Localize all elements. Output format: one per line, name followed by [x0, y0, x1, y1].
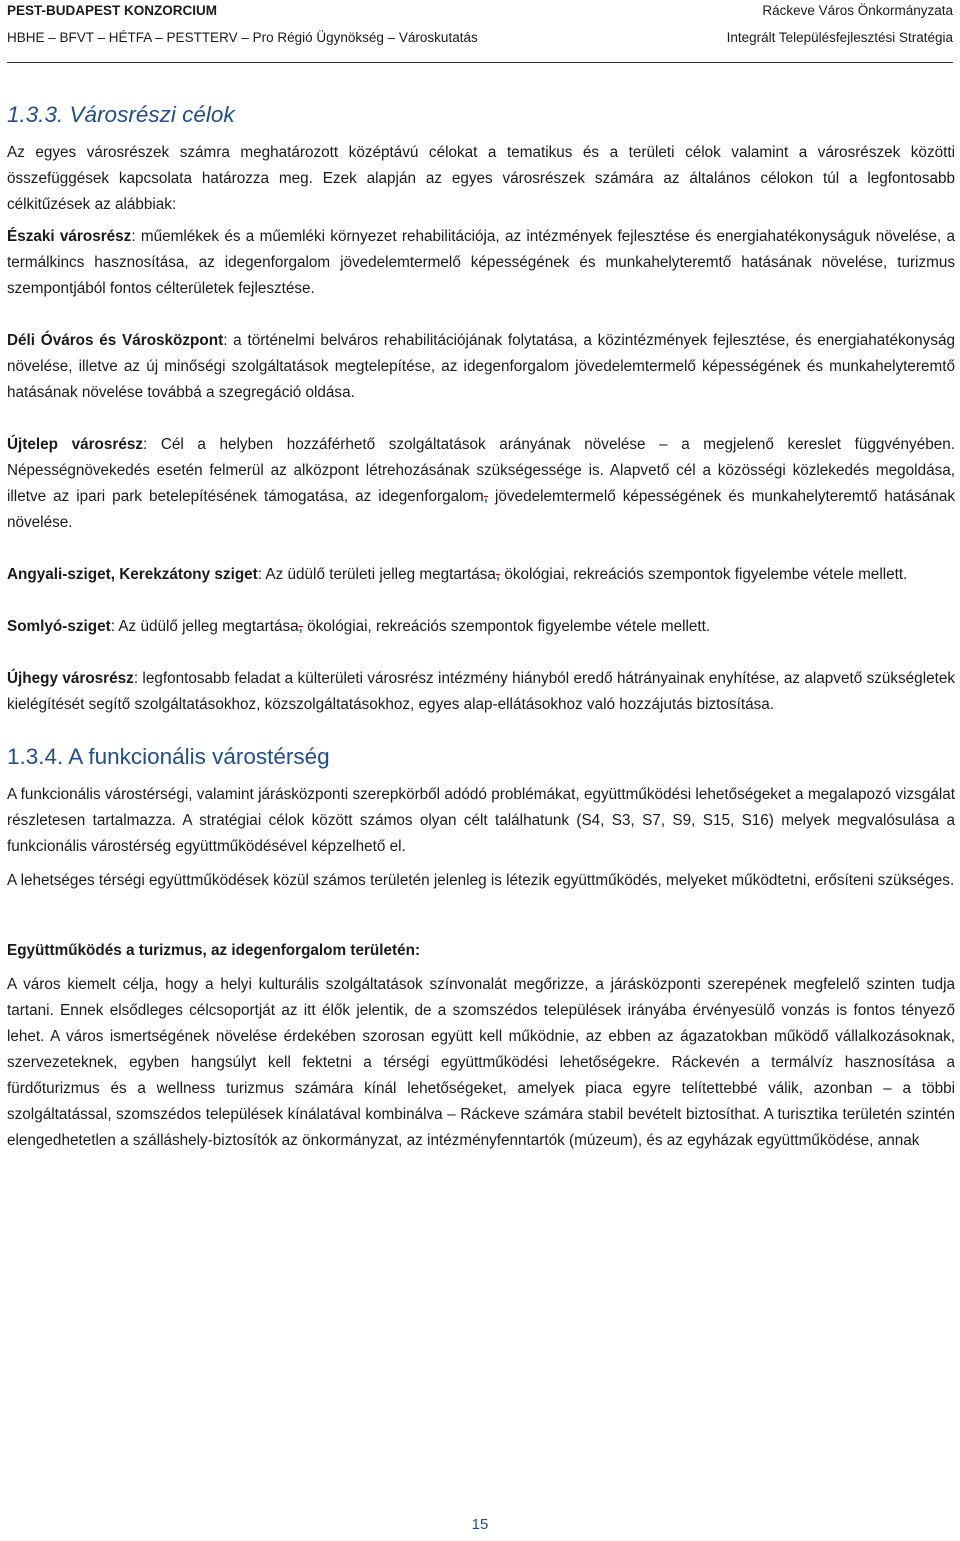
paragraph-angyali: Angyali-sziget, Kerekzátony sziget: Az üdülő területi jelleg megtartása, ökológiai, rekreációs szempontok figyelembe vétele mellett.	[7, 566, 908, 583]
intro-paragraph: Az egyes városrészek számra meghatározott középtávú célokat a tematikus és a területi célok valamint a városrészek közötti összefüggések kapcsolata határozza meg. Ezek alapján az egyes városrészek számára az általános célokon túl a legfontosabb célkitűzések az alábbiak:	[7, 144, 955, 213]
header-partners: HBHE – BFVT – HÉTFA – PESTTERV – Pro Régió Ügynökség – Városkutatás	[7, 30, 478, 45]
paragraph-deli: Déli Óváros és Városközpont: a történelmi belváros rehabilitációjának folytatása, a közintézmények fejlesztése, és energiahatékonyság növelése, illetve az új minőségi szolgáltatások megtelepítése, az idegenforgalom jövedelemtermelő képességének és munkahelyteremtő hatásának növelése továbbá a szegregáció oldása.	[7, 332, 955, 401]
label-eszaki: Északi városrész	[7, 228, 132, 245]
paragraph-ujhegy: Újhegy városrész: legfontosabb feladat a külterületi városrész intézmény hiányból eredő hátrányainak enyhítése, az alapvető szükségletek kielégítését segítő szolgáltatásokhoz, közszolgáltatásokhoz, egyes alap-ellátásokhoz való hozzájutás biztosítása.	[7, 670, 956, 713]
paragraph-eszaki: Északi városrész: műemlékek és a műemléki környezet rehabilitációja, az intézmények fejlesztése és energiahatékonyságuk növelése, a termálkincs hasznosítása, az idegenforgalom jövedelemtermelő képességének és munkahelyteremtő hatásának növelése, turizmus szempontjából fontos célterületek fejlesztése.	[7, 228, 956, 297]
heading-1-3-3: 1.3.3. Városrészi célok	[7, 102, 235, 127]
header-consortium: PEST-BUDAPEST KONZORCIUM	[7, 3, 218, 18]
label-ujhegy: Újhegy városrész	[7, 670, 134, 687]
header-municipality: Ráckeve Város Önkormányzata	[762, 3, 953, 18]
page-header	[7, 0, 953, 63]
deleted-comma: ,	[495, 566, 501, 583]
functional-area-paragraph: A funkcionális várostérségi, valamint járásközponti szerepkörből adódó problémákat, együttműködési lehetőségeket a megalapozó vizsgálat részletesen tartalmazza. A stratégiai célok között számos olyan célt találhatunk (S4, S3, S7, S9, S15, S16) melyek megvalósulása a funkcionális várostérség együttműködésével képzelhető el.	[7, 786, 955, 855]
label-angyali: Angyali-sziget, Kerekzátony sziget	[7, 566, 258, 583]
label-somlyo: Somlyó-sziget	[7, 618, 111, 635]
deleted-comma: ,	[298, 618, 303, 635]
paragraph-somlyo: Somlyó-sziget: Az üdülő jelleg megtartása, ökológiai, rekreációs szempontok figyelembe vétele mellett.	[7, 618, 711, 635]
paragraph-ujtelep: Újtelep városrész: Cél a helyben hozzáférhető szolgáltatások arányának növelése – a megjelenő kereslet függvényében. Népességnövekedés esetén felmerül az alközpont létrehozásának szükségessége is. Alapvető cél a közösségi közlekedés megoldása, illetve az ipari park betelepítésének támogatása, az idegenforgalom, jövedelemtermelő képességének és munkahelyteremtő hatásának növelése.	[7, 436, 956, 531]
tourism-paragraph: A város kiemelt célja, hogy a helyi kulturális szolgáltatások színvonalát megőrizze, a járásközponti szerepének megfelelő szinten tudja tartani. Ennek elsődleges célcsoportját az itt élők jelentik, de a szomszédos települések irányába érvényesülő vonzás is fontos tényező lehet. A város ismertségének növelése érdekében szorosan együtt kell működnie, az ebben az ágazatokban működő vállalkozásoknak, szervezeteknek, egyben hangsúlyt kell fektetni a térségi együttműködési lehetőségekre. Ráckevén a termálvíz hasznosítása a fürdőturizmus és a wellness turizmus számára kínál lehetőségeket, amelyek piaca egyre telítettebbé válik, azonban – a többi szolgáltatással, szomszédos települések kínálatával kombinálva – Ráckeve számára stabil bevételt biztosíthat. A turisztika területén szintén elengedhetetlen a szálláshely-biztosítók az önkormányzat, az intézményfenntartók (múzeum), és az egyházak együttműködése, annak	[7, 976, 955, 1149]
heading-1-3-4: 1.3.4. A funkcionális várostérség	[7, 744, 330, 769]
label-ujtelep: Újtelep városrész	[7, 436, 144, 453]
label-deli: Déli Óváros és Városközpont	[7, 332, 224, 349]
page-content	[7, 98, 955, 1154]
header-document-title: Integrált Településfejlesztési Stratégia	[726, 30, 953, 45]
cooperation-paragraph: A lehetséges térségi együttműködések közül számos területén jelenleg is létezik együttműködés, melyeket működtetni, erősíteni szükséges.	[7, 872, 955, 889]
deleted-comma: ,	[483, 488, 489, 505]
tourism-subheading: Együttműködés a turizmus, az idegenforgalom területén:	[7, 942, 421, 959]
page-number: 15	[471, 1516, 489, 1533]
